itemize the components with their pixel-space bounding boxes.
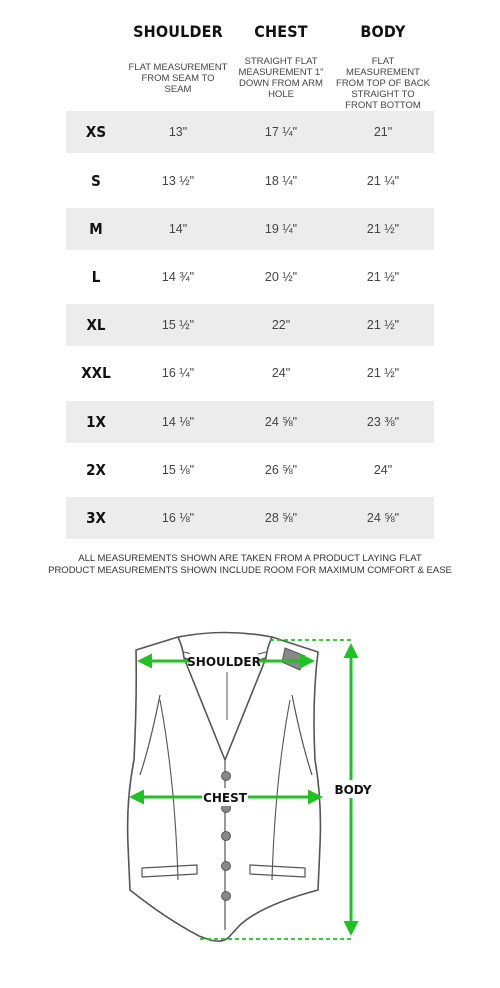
chest-value: 22"	[271, 318, 291, 332]
desc-shoulder: FLAT MEASUREMENT FROM SEAM TO SEAM	[128, 62, 228, 95]
size-label: XS	[85, 123, 107, 141]
table-row-xs	[66, 111, 434, 153]
shoulder-value: 16 ¼"	[161, 366, 195, 380]
size-label: 2X	[86, 461, 106, 479]
chest-value: 24"	[271, 366, 291, 380]
shoulder-value: 14 ⅛"	[161, 415, 195, 429]
body-label: BODY	[334, 783, 372, 797]
shoulder-value: 15 ½"	[161, 318, 195, 332]
header-body: BODY	[360, 22, 406, 41]
size-label: XXL	[81, 364, 111, 382]
body-value: 24 ⅝"	[366, 511, 400, 525]
table-row-s	[66, 160, 434, 202]
chest-value: 18 ¼"	[264, 174, 298, 188]
chest-value: 19 ¼"	[264, 222, 298, 236]
shoulder-value: 14"	[168, 222, 188, 236]
body-value: 21"	[373, 125, 393, 139]
shoulder-value: 13"	[168, 125, 188, 139]
size-label: S	[91, 172, 101, 190]
body-value: 21 ½"	[366, 366, 400, 380]
body-value: 23 ⅜"	[366, 415, 400, 429]
table-row-xl	[66, 304, 434, 346]
table-row-l	[66, 256, 434, 298]
vest-diagram	[0, 600, 500, 988]
table-row-3x	[66, 497, 434, 539]
header-shoulder: SHOULDER	[133, 22, 223, 41]
chest-value: 24 ⅝"	[264, 415, 298, 429]
shoulder-value: 13 ½"	[161, 174, 195, 188]
chest-value: 17 ¼"	[264, 125, 298, 139]
size-label: 1X	[86, 413, 106, 431]
body-value: 21 ½"	[366, 270, 400, 284]
header-chest: CHEST	[254, 22, 308, 41]
note-line-2: PRODUCT MEASUREMENTS SHOWN INCLUDE ROOM FOR MAXIMUM COMFORT & EASE	[48, 565, 452, 576]
shoulder-value: 14 ¾"	[161, 270, 195, 284]
button-1	[222, 772, 231, 781]
button-3	[222, 832, 231, 841]
body-value: 24"	[373, 463, 393, 477]
size-label: M	[89, 220, 103, 238]
table-row-m	[66, 208, 434, 250]
button-5	[222, 892, 231, 901]
desc-chest: STRAIGHT FLAT MEASUREMENT 1" DOWN FROM ARM HOLE	[238, 56, 324, 100]
table-row-2x	[66, 449, 434, 491]
shoulder-value: 16 ⅛"	[161, 511, 195, 525]
chest-value: 28 ⅝"	[264, 511, 298, 525]
shoulder-label: SHOULDER	[187, 655, 261, 669]
desc-body: FLAT MEASUREMENT FROM TOP OF BACK STRAIGHT TO FRONT BOTTOM	[336, 56, 430, 111]
measurement-notes	[0, 553, 500, 577]
table-row-1x	[66, 401, 434, 443]
shoulder-value: 15 ⅛"	[161, 463, 195, 477]
chest-label: CHEST	[203, 791, 247, 805]
size-label: L	[91, 268, 101, 286]
body-value: 21 ¼"	[366, 174, 400, 188]
chest-value: 20 ½"	[264, 270, 298, 284]
body-value: 21 ½"	[366, 318, 400, 332]
size-label: 3X	[86, 509, 106, 527]
note-line-1: ALL MEASUREMENTS SHOWN ARE TAKEN FROM A PRODUCT LAYING FLAT	[78, 553, 422, 564]
size-label: XL	[86, 316, 106, 334]
table-row-xxl	[66, 352, 434, 394]
body-value: 21 ½"	[366, 222, 400, 236]
button-4	[222, 862, 231, 871]
chest-value: 26 ⅝"	[264, 463, 298, 477]
